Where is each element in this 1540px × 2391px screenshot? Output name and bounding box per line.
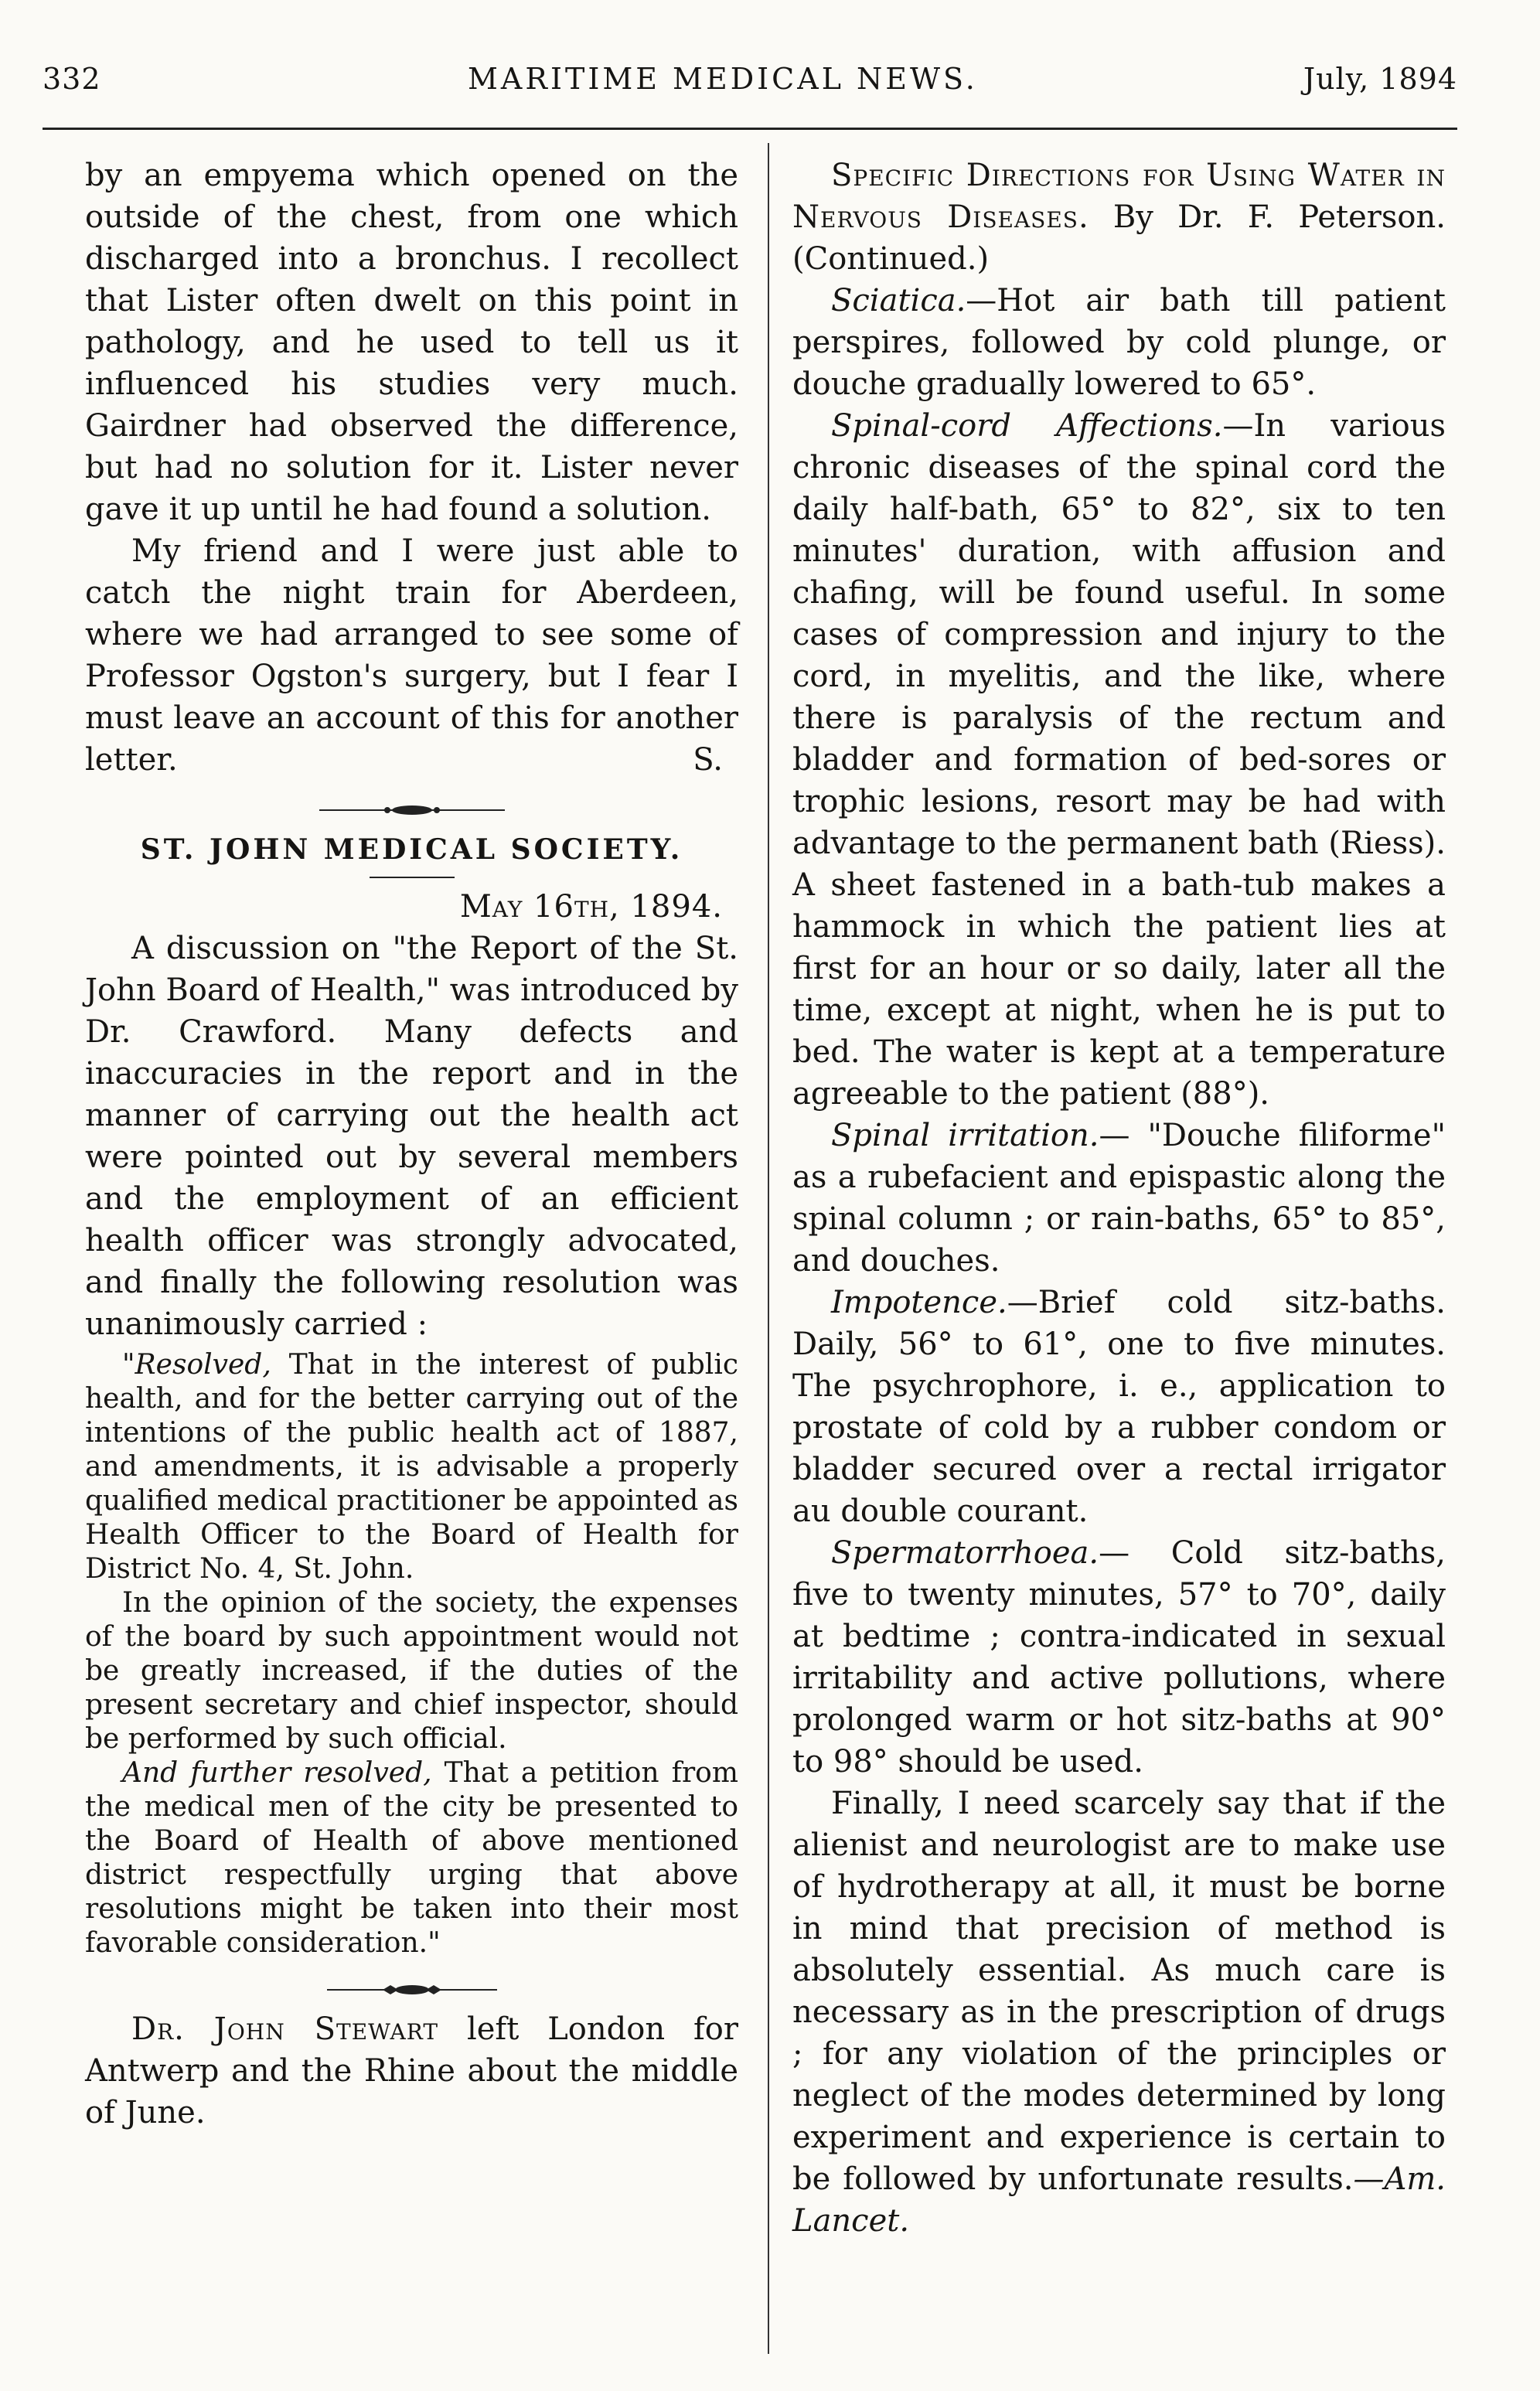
left-column <box>85 155 738 2134</box>
news-text: left London for Antwerp and the Rhine about the middle of June. <box>85 2011 739 2130</box>
section-spinal-irritation <box>792 1115 1446 1282</box>
resolution-1-lead: "Resolved, <box>122 1349 271 1381</box>
section-text: —Brief cold sitz-baths. Daily, 56° to 61°, one to five minutes. The psychrophore, i. e., application to prostate of cold by a rubber condom or bladder secured over a rectal irrigator au double courant. <box>792 1285 1446 1529</box>
source-citation: —Am. Lancet. <box>792 2161 1446 2239</box>
issue-date: July, 1894 <box>1303 62 1457 96</box>
section-spinal-cord <box>792 405 1446 1115</box>
article-heading-paragraph <box>792 155 1446 280</box>
final-text: Finally, I need scarcely say that if the alienist and neurologist are to make use of hydrotherapy at all, it must be borne in mind that precision of method is absolutely essential. As much care is necessary as in the prescription of drugs ; for any violation of the principles or neglect of the modes determined by long experiment and experience is certain to be followed by unfortunate results. <box>792 1786 1446 2197</box>
closing-text: My friend and I were just able to catch the night train for Aberdeen, where we had arranged to see some of Professor Ogston's surgery, but I fear I must leave an account of this for another letter. <box>85 533 738 778</box>
right-column <box>792 155 1446 2242</box>
ornament-divider <box>319 802 505 818</box>
article-byline: By Dr. F. Peterson. (Continued.) <box>792 199 1446 277</box>
section-impotence <box>792 1282 1446 1532</box>
section-sciatica <box>792 280 1446 405</box>
section-term: Spermatorrhoea. <box>831 1535 1099 1571</box>
section-term: Spinal irritation. <box>831 1118 1099 1153</box>
header-rule <box>43 128 1457 130</box>
final-paragraph <box>792 1783 1446 2242</box>
section-term: Sciatica. <box>831 283 966 318</box>
news-lead: Dr. John Stewart <box>131 2011 439 2047</box>
resolution-3-text: That a petition from the medical men of the city be presented to the Board of Health of above mentioned district respectfully urging that above resolutions might be taken into their most favorable consideration." <box>85 1757 738 1959</box>
column-divider <box>768 143 769 2354</box>
journal-title: MARITIME MEDICAL NEWS. <box>468 62 978 96</box>
resolution-3-lead: And further resolved, <box>122 1757 432 1789</box>
resolution-block <box>85 1348 738 1960</box>
section-term: Spinal-cord Affections. <box>831 408 1223 444</box>
resolution-2: In the opinion of the society, the expenses of the board by such appointment would not be greatly increased, if the duties of the present secretary and chief inspector, should be performed by such official. <box>85 1587 738 1755</box>
discussion-paragraph: A discussion on "the Report of the St. John Board of Health," was introduced by Dr. Crawford. Many defects and inaccuracies in the report and in the manner of carrying out the health act were pointed out by several members and the employment of an efficient health officer was strongly advocated, and finally the following resolution was unanimously carried : <box>85 931 738 1342</box>
page-number: 332 <box>43 62 101 96</box>
resolution-3 <box>85 1756 738 1960</box>
society-heading: ST. JOHN MEDICAL SOCIETY. <box>140 833 683 866</box>
section-text: — "Douche filiforme" as a rubefacient and epispastic along the spinal column ; or rain-baths, 65° to 85°, and douches. <box>792 1118 1446 1279</box>
heading-rule <box>370 877 455 878</box>
section-text: — Cold sitz-baths, five to twenty minutes, 57° to 70°, daily at bedtime ; contra-indicated in sexual irritability and active pollutions, where prolonged warm or hot sitz-baths at 90° to 98° should be used. <box>792 1535 1446 1780</box>
signature: S. <box>693 742 723 778</box>
resolution-1 <box>85 1348 738 1586</box>
section-text: —In various chronic diseases of the spinal cord the daily half-bath, 65° to 82°, six to ten minutes' duration, with affusion and chafing, will be found useful. In some cases of compression and injury to the cord, in myelitis, and the like, where there is paralysis of the rectum and bladder and formation of bed-sores or trophic lesions, resort may be had with advantage to the permanent bath (Riess). A sheet fastened in a bath-tub makes a hammock in which the patient lies at first for an hour or so daily, later all the time, except at night, when he is put to bed. The water is kept at a temperature agreeable to the patient (88°). <box>792 408 1446 1112</box>
meeting-date: May 16th, 1894. <box>459 889 723 925</box>
closing-paragraph <box>85 530 738 781</box>
section-spermatorrhoea <box>792 1532 1446 1783</box>
continuation-paragraph: by an empyema which opened on the outside of the chest, from one which discharged into a bronchus. I recollect that Lister often dwelt on this point in pathology, and he used to tell us it influenced his studies very much. Gairdner had observed the difference, but had no solution for it. Lister never gave it up until he had found a solution. <box>85 158 738 527</box>
section-text: —Hot air bath till patient perspires, followed by cold plunge, or douche gradually lowered to 65°. <box>792 283 1446 402</box>
ornament-divider <box>319 1982 505 1998</box>
article-heading: Specific Directions for Using Water in Nervous Diseases. <box>792 158 1446 235</box>
section-term: Impotence. <box>831 1285 1007 1320</box>
news-item <box>85 2008 738 2134</box>
resolution-1-text: That in the interest of public health, and for the better carrying out of the intentions of the public health act of 1887, and amendments, it is advisable a properly qualified medical practitioner be appointed as Health Officer to the Board of Health for District No. 4, St. John. <box>85 1349 738 1585</box>
running-header <box>43 62 1457 124</box>
